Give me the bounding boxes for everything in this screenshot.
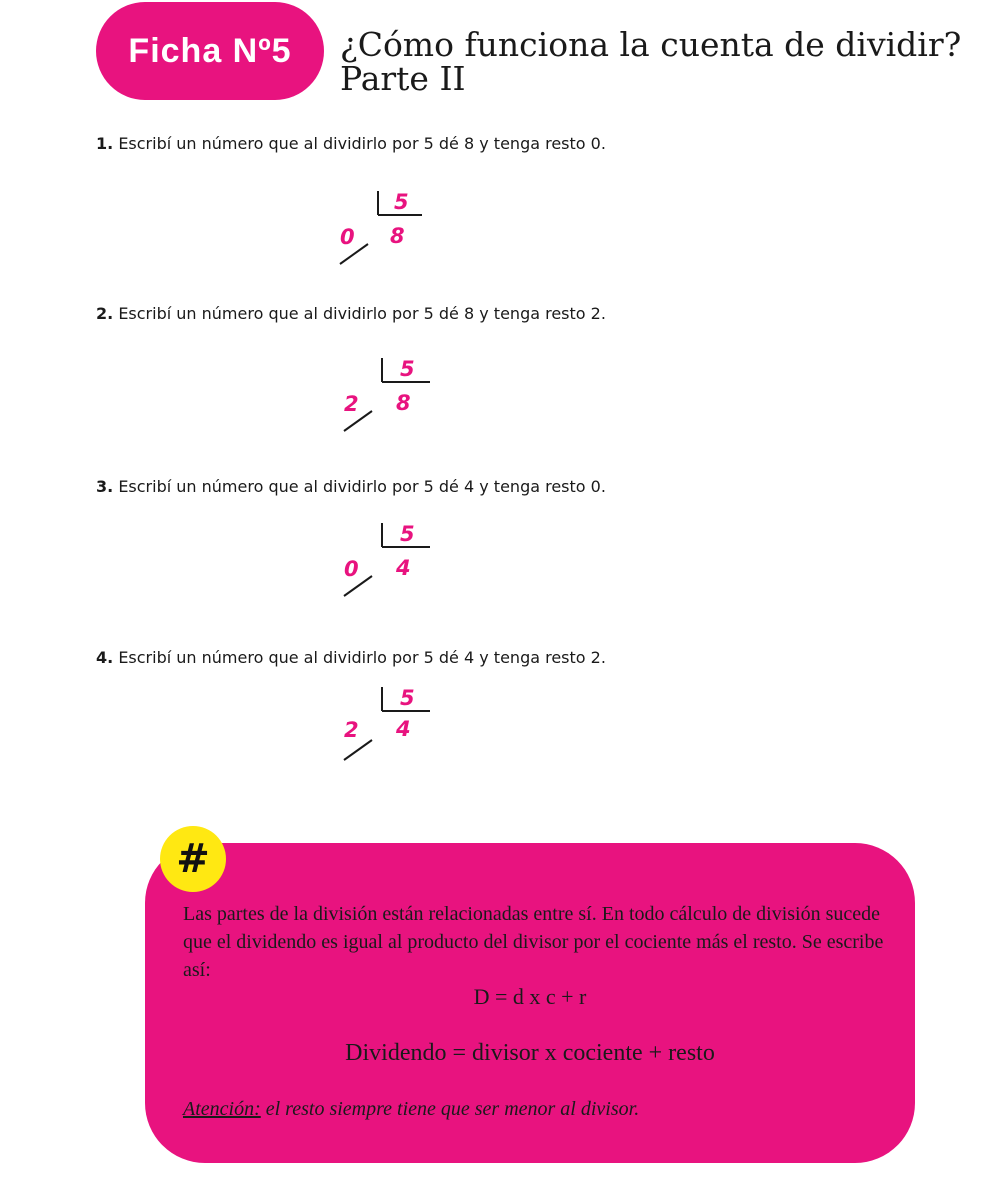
remainder-value: 0 bbox=[340, 225, 355, 249]
title-line-2: Parte II bbox=[340, 59, 466, 98]
question-1 bbox=[96, 134, 606, 153]
division-answer-4[interactable] bbox=[342, 684, 452, 774]
question-text: Escribí un número que al dividirlo por 5 dé 4 y tenga resto 0. bbox=[118, 477, 606, 496]
question-number: 1. bbox=[96, 134, 114, 153]
quotient-value: 4 bbox=[396, 556, 411, 580]
remainder-value: 2 bbox=[344, 392, 359, 416]
hash-glyph: # bbox=[176, 836, 210, 882]
remainder-value: 2 bbox=[344, 718, 359, 742]
divisor-value: 5 bbox=[400, 357, 415, 381]
question-3 bbox=[96, 477, 606, 496]
quotient-value: 8 bbox=[396, 391, 411, 415]
formula-short: D = d x c + r bbox=[473, 984, 587, 1009]
question-text: Escribí un número que al dividirlo por 5 dé 8 y tenga resto 0. bbox=[118, 134, 606, 153]
hash-icon bbox=[160, 826, 226, 892]
attention-note bbox=[183, 1098, 883, 1121]
info-paragraph: Las partes de la división están relacionadas entre sí. En todo cálculo de división sucede que el dividendo es igual al producto del divisor por el cociente más el resto. Se escribe así: bbox=[183, 903, 884, 981]
divisor-value: 5 bbox=[394, 190, 409, 214]
attention-text: el resto siempre tiene que ser menor al divisor. bbox=[260, 1098, 640, 1120]
question-2 bbox=[96, 304, 606, 323]
quotient-value: 4 bbox=[396, 717, 411, 741]
question-text: Escribí un número que al dividirlo por 5 dé 4 y tenga resto 2. bbox=[118, 648, 606, 667]
question-4 bbox=[96, 648, 606, 667]
question-number: 4. bbox=[96, 648, 114, 667]
question-text: Escribí un número que al dividirlo por 5 dé 8 y tenga resto 2. bbox=[118, 304, 606, 323]
ficha-badge bbox=[96, 2, 324, 100]
ficha-label: Ficha Nº5 bbox=[128, 31, 292, 70]
title-line-1: ¿Cómo funciona la cuenta de dividir? bbox=[340, 25, 962, 64]
division-answer-2[interactable] bbox=[342, 355, 452, 445]
division-answer-1[interactable] bbox=[338, 188, 448, 278]
divisor-value: 5 bbox=[400, 686, 415, 710]
quotient-value: 8 bbox=[390, 224, 405, 248]
remainder-value: 0 bbox=[344, 557, 359, 581]
question-number: 2. bbox=[96, 304, 114, 323]
divisor-value: 5 bbox=[400, 522, 415, 546]
page-title bbox=[340, 25, 990, 98]
formula-long: Dividendo = divisor x cociente + resto bbox=[345, 1040, 715, 1066]
division-answer-3[interactable] bbox=[342, 520, 452, 610]
question-number: 3. bbox=[96, 477, 114, 496]
attention-label: Atención: bbox=[183, 1098, 261, 1120]
